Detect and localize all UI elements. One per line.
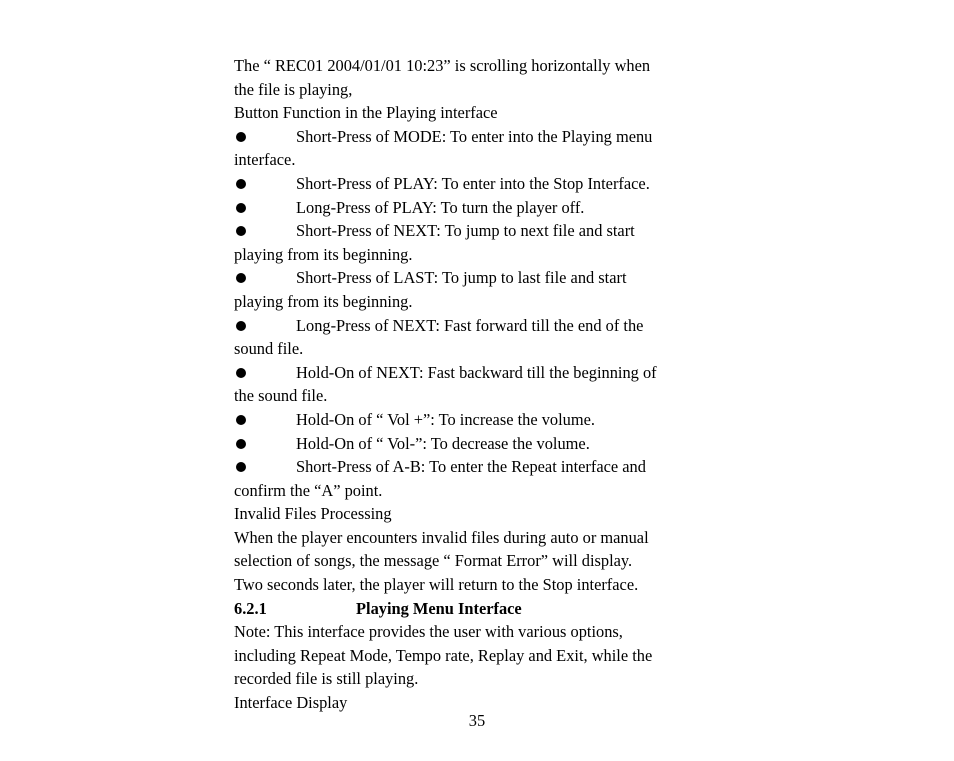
bullet-continuation: sound file.: [234, 339, 304, 359]
bullet-icon: [236, 321, 246, 331]
bullet-icon: [236, 179, 246, 189]
bullet-continuation: confirm the “A” point.: [234, 480, 383, 500]
section-number: 6.2.1: [234, 598, 267, 618]
bullet-icon: [236, 273, 246, 283]
intro-line-2: the file is playing,: [234, 79, 353, 99]
bullet-text: Short-Press of A-B: To enter the Repeat interface and: [296, 457, 646, 477]
bullet-text: Hold-On of NEXT: Fast backward till the beginning of: [296, 362, 657, 382]
bullet-list: [234, 125, 724, 503]
list-item: [234, 314, 724, 361]
invalid-files-line-2: selection of songs, the message “ Format Error” will display.: [234, 551, 633, 571]
bullet-icon: [236, 203, 246, 213]
bullet-text: Short-Press of MODE: To enter into the Playing menu: [296, 126, 653, 146]
section-title: Playing Menu Interface: [356, 598, 522, 618]
list-item: [234, 455, 724, 502]
bullet-icon: [236, 415, 246, 425]
note-line-1: Note: This interface provides the user with various options,: [234, 622, 623, 642]
document-page: [234, 54, 724, 715]
button-function-heading: Button Function in the Playing interface: [234, 103, 498, 123]
list-item: [234, 196, 724, 220]
list-item: [234, 266, 724, 313]
bullet-icon: [236, 462, 246, 472]
list-item: [234, 361, 724, 408]
intro-line-1: The “ REC01 2004/01/01 10:23” is scrolling horizontally when: [234, 56, 651, 75]
list-item: [234, 432, 724, 456]
bullet-text: Long-Press of NEXT: Fast forward till the end of the: [296, 315, 644, 335]
invalid-files-line-1: When the player encounters invalid files during auto or manual: [234, 527, 649, 547]
bullet-continuation: the sound file.: [234, 386, 328, 406]
invalid-files-line-3: Two seconds later, the player will return to the Stop interface.: [234, 575, 639, 595]
page-number: 35: [468, 711, 486, 730]
bullet-text: Long-Press of PLAY: To turn the player off.: [296, 197, 585, 217]
bullet-continuation: playing from its beginning.: [234, 244, 413, 264]
bullet-text: Short-Press of NEXT: To jump to next file and start: [296, 221, 635, 241]
section-heading: [234, 597, 724, 621]
list-item: [234, 125, 724, 172]
bullet-icon: [236, 439, 246, 449]
bullet-icon: [236, 368, 246, 378]
interface-display-heading: Interface Display: [234, 693, 348, 713]
bullet-text: Short-Press of PLAY: To enter into the Stop Interface.: [296, 173, 650, 193]
list-item: [234, 408, 724, 432]
bullet-icon: [236, 132, 246, 142]
bullet-continuation: playing from its beginning.: [234, 291, 413, 311]
bullet-icon: [236, 226, 246, 236]
list-item: [234, 172, 724, 196]
bullet-text: Hold-On of “ Vol +”: To increase the volume.: [296, 409, 595, 429]
bullet-text: Short-Press of LAST: To jump to last file and start: [296, 268, 627, 288]
bullet-text: Hold-On of “ Vol-”: To decrease the volume.: [296, 433, 590, 453]
invalid-files-heading: Invalid Files Processing: [234, 504, 392, 524]
bullet-continuation: interface.: [234, 150, 296, 170]
note-line-3: recorded file is still playing.: [234, 669, 419, 689]
note-line-2: including Repeat Mode, Tempo rate, Replay and Exit, while the: [234, 645, 653, 665]
list-item: [234, 219, 724, 266]
